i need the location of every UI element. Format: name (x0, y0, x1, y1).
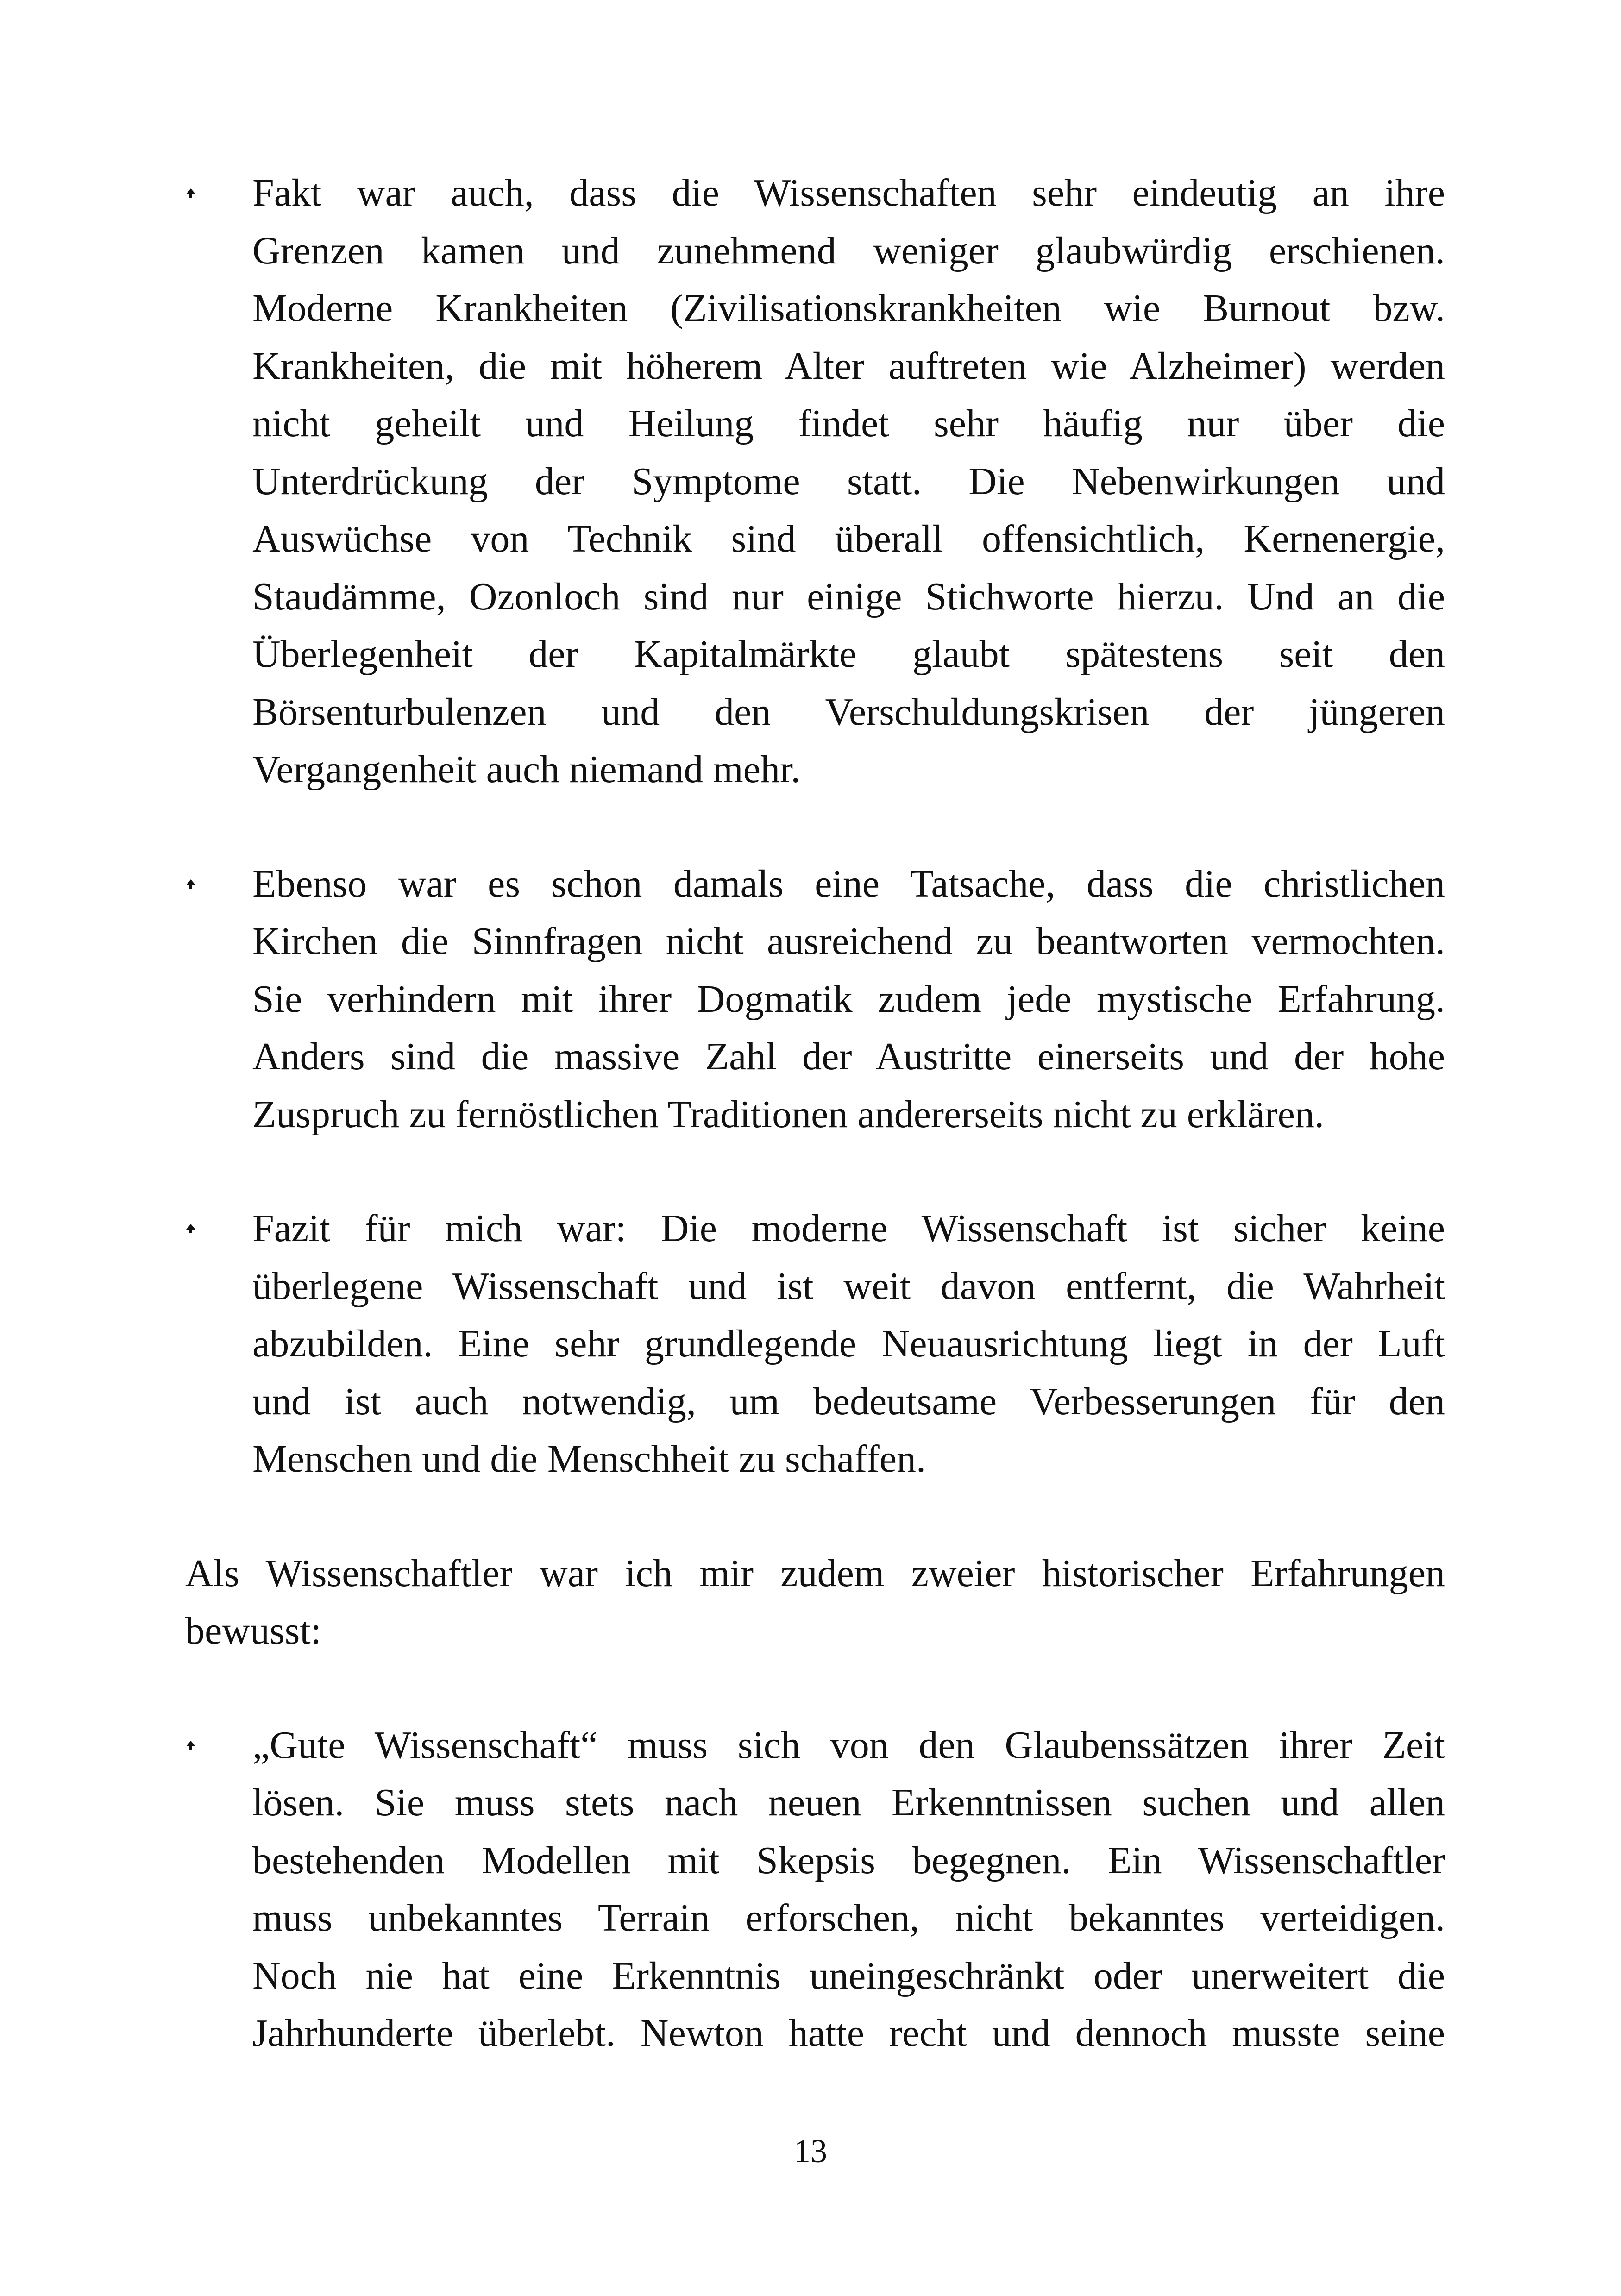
text-line: muss unbekanntes Terrain erforschen, nicht bekanntes verteidigen. (252, 1896, 1445, 1939)
text-line: überlegene Wissenschaft und ist weit davon entfernt, die Wahrheit (252, 1264, 1445, 1308)
text-line: Fazit für mich war: Die moderne Wissenschaft ist sicher keine (252, 1207, 1445, 1250)
page-number: 13 (794, 2133, 827, 2170)
text-line: Als Wissenschaftler war ich mir zudem zweier historischer Erfahrungen (185, 1551, 1445, 1595)
bullet-text-3 (252, 1200, 1445, 1488)
text-line: Kirchen die Sinnfragen nicht ausreichend zu beantworten vermochten. (252, 920, 1445, 963)
bullet-text-4 (252, 1717, 1445, 2063)
text-line: und ist auch notwendig, um bedeutsame Verbesserungen für den (252, 1380, 1445, 1423)
text-line: lösen. Sie muss stets nach neuen Erkenntnissen suchen und allen (252, 1781, 1445, 1824)
bullet-item-2 (185, 855, 1445, 1144)
text-line: bestehenden Modellen mit Skepsis begegnen. Ein Wissenschaftler (252, 1838, 1445, 1882)
bullet-item-4 (185, 1717, 1445, 2063)
text-line: Krankheiten, die mit höherem Alter auftreten wie Alzheimer) werden (252, 344, 1445, 388)
bullet-icon (185, 1740, 196, 1751)
text-line: Sie verhindern mit ihrer Dogmatik zudem jede mystische Erfahrung. (252, 977, 1445, 1021)
bullet-text-1 (252, 164, 1445, 799)
bullet-icon (185, 1223, 196, 1234)
text-line: Jahrhunderte überlebt. Newton hatte recht und dennoch musste seine (252, 2012, 1445, 2055)
text-line: Börsenturbulenzen und den Verschuldungskrisen der jüngeren (252, 690, 1445, 734)
bullet-text-2 (252, 855, 1445, 1144)
text-line: Ebenso war es schon damals eine Tatsache, dass die christlichen (252, 862, 1445, 905)
text-line: Noch nie hat eine Erkenntnis uneingeschränkt oder unerweitert die (252, 1954, 1445, 1997)
text-line: Moderne Krankheiten (Zivilisationskrankheiten wie Burnout bzw. (252, 287, 1445, 330)
text-line: Auswüchse von Technik sind überall offensichtlich, Kernenergie, (252, 517, 1445, 560)
text-line: nicht geheilt und Heilung findet sehr häufig nur über die (252, 402, 1445, 445)
text-line: abzubilden. Eine sehr grundlegende Neuausrichtung liegt in der Luft (252, 1322, 1445, 1365)
bullet-item-3 (185, 1200, 1445, 1488)
text-line: „Gute Wissenschaft“ muss sich von den Glaubenssätzen ihrer Zeit (252, 1723, 1445, 1767)
text-line: Fakt war auch, dass die Wissenschaften sehr eindeutig an ihre (252, 171, 1445, 214)
text-line: Menschen und die Menschheit zu schaffen. (252, 1437, 926, 1480)
bullet-icon (185, 188, 196, 199)
intro-paragraph (185, 1545, 1445, 1660)
page-content (185, 164, 1445, 2063)
text-line: Grenzen kamen und zunehmend weniger glaubwürdig erschienen. (252, 229, 1445, 272)
text-line: Überlegenheit der Kapitalmärkte glaubt spätestens seit den (252, 633, 1445, 676)
bullet-item-1 (185, 164, 1445, 799)
text-line: Vergangenheit auch niemand mehr. (252, 748, 801, 791)
text-line: Zuspruch zu fernöstlichen Traditionen andererseits nicht zu erklären. (252, 1092, 1324, 1136)
bullet-icon (185, 878, 196, 890)
text-line: Staudämme, Ozonloch sind nur einige Stichworte hierzu. Und an die (252, 575, 1445, 618)
text-line: Unterdrückung der Symptome statt. Die Nebenwirkungen und (252, 459, 1445, 503)
text-line: Anders sind die massive Zahl der Austritte einerseits und der hohe (252, 1035, 1445, 1078)
text-line: bewusst: (185, 1609, 321, 1652)
